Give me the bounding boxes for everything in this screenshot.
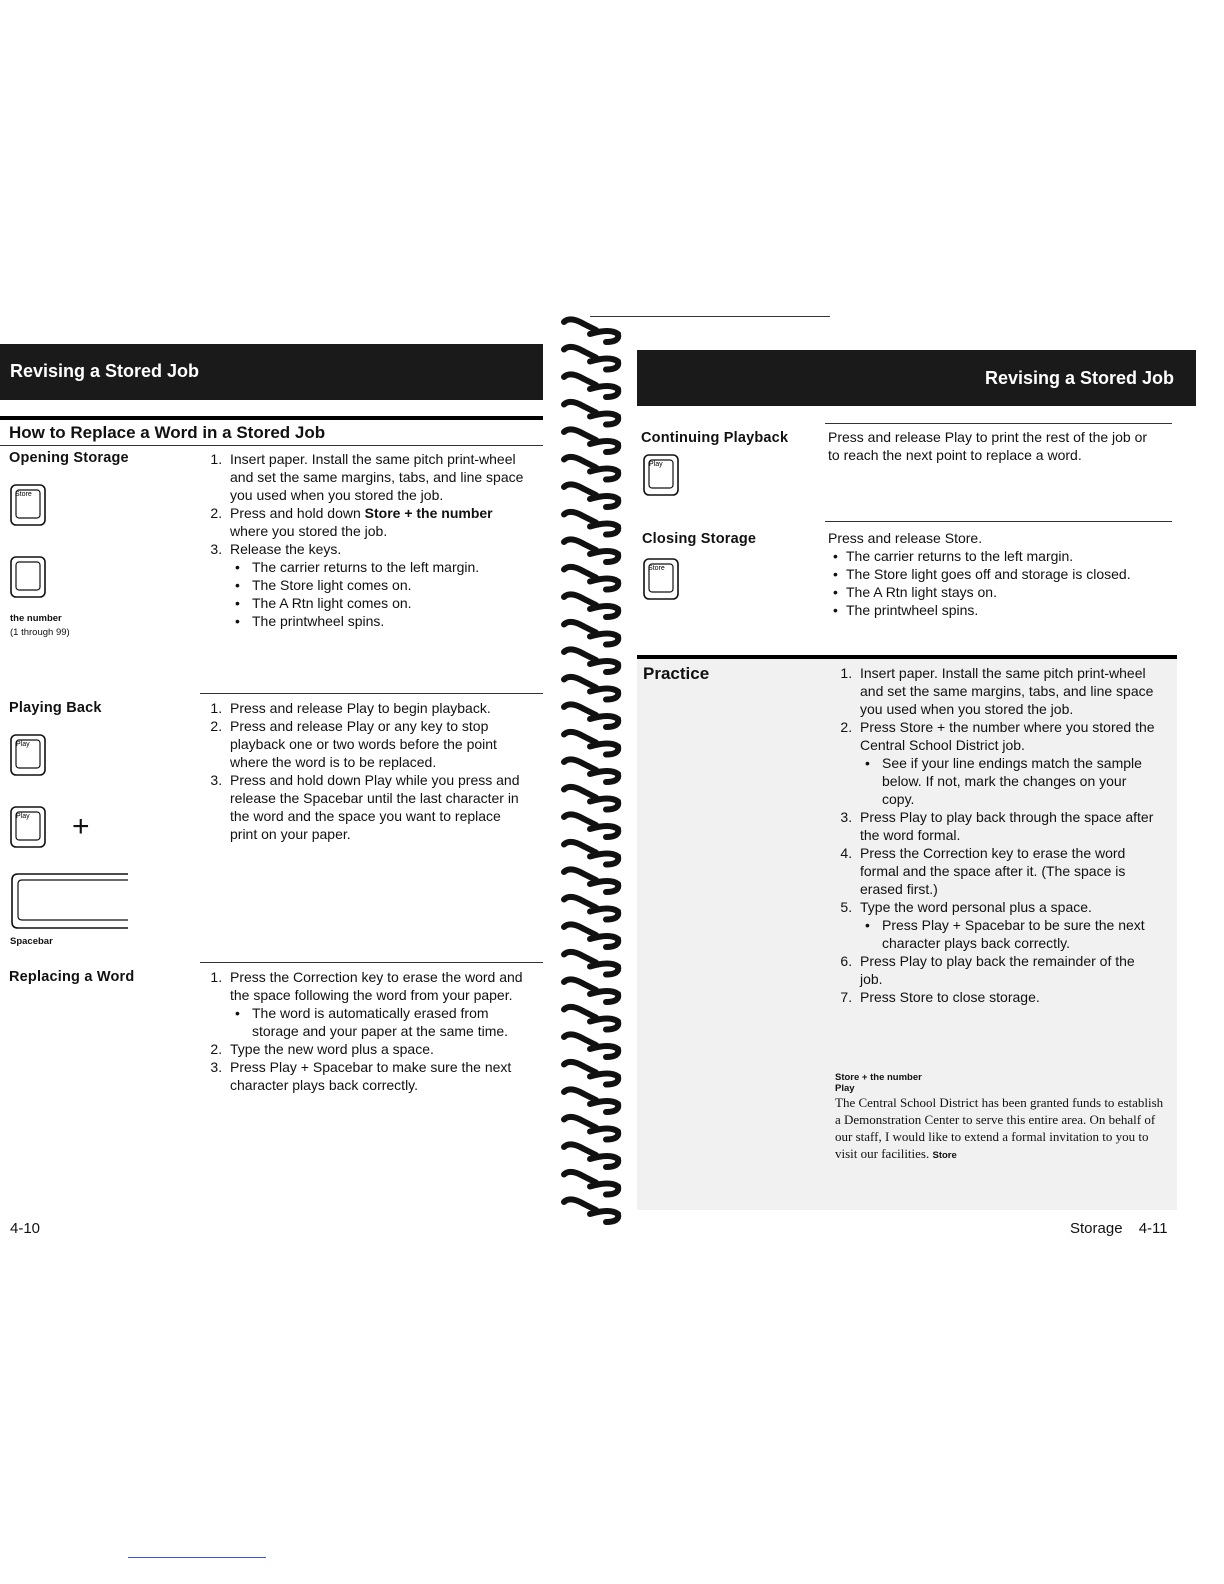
store-key-icon-right [643,558,679,600]
spiral-binding [560,312,630,1242]
closing-bullet: • The Store light goes off and storage is closed. [846,565,1158,583]
closing-intro: Press and release Store. [828,530,983,546]
svg-text:Play: Play [649,461,663,468]
number-key-range: (1 through 99) [10,627,70,638]
practice-heading: Practice [643,664,710,683]
left-page-number: 4-10 [10,1220,41,1237]
practice-sample [835,1072,1165,1164]
number-key-caption: the number [10,613,62,624]
play-key-label: Play [16,741,30,748]
spiral-coil [564,347,618,370]
spiral-coil [564,319,618,342]
opening-bullet: • The printwheel spins. [248,612,530,630]
closing-bullet: • The printwheel spins. [846,601,1158,619]
sample-key-store-number: Store + the number [835,1072,922,1083]
svg-text:Store: Store [648,565,665,572]
spiral-coil [564,732,618,755]
opening-step-3: 3. Release the keys. • The carrier returns to the left margin. • The Store light comes on. • The A Rtn light comes on. • The printwheel spins. [226,540,530,630]
svg-text:Play: Play [16,813,30,820]
spiral-coil [564,1117,618,1140]
practice-bullet: • Press Play + Spacebar to be sure the next character plays back correctly. [878,916,1160,952]
playing-step-2: 2. Press and release Play or any key to stop playback one or two words before the point where the word is to be replaced. [226,717,530,771]
replacing-step-2: 2. Type the new word plus a space. [226,1040,530,1058]
playing-back-heading: Playing Back [9,700,102,716]
right-top-edge-line [590,316,830,317]
practice-step-7: 7. Press Store to close storage. [856,988,1160,1006]
playing-step-3: 3. Press and hold down Play while you press and release the Spacebar until the last character in the word and the space you want to replace print on your paper. [226,771,530,843]
spiral-coil [564,704,618,727]
playing-step-1: 1. Press and release Play to begin playback. [226,699,530,717]
practice-step-3: 3. Press Play to play back through the space after the word formal. [856,808,1160,844]
left-top-rule [0,416,543,420]
play-key-icon-right [643,454,679,496]
spiral-coil [564,1089,618,1112]
replacing-word-steps [200,968,530,1094]
spiral-coil [564,374,618,397]
sample-key-play: Play [835,1083,855,1094]
spiral-coil [564,979,618,1002]
left-banner-title: Revising a Stored Job [10,361,200,381]
right-page-number: 4-11 [1138,1220,1168,1237]
spiral-coil [564,1172,618,1195]
right-banner-title: Revising a Stored Job [984,368,1174,388]
closing-bullet: • The A Rtn light stays on. [846,583,1158,601]
spacebar-caption: Spacebar [10,936,53,947]
store-key-label: Store [15,491,32,498]
practice-step-1: 1. Insert paper. Install the same pitch print-wheel and set the same margins, tabs, and line space you used when you stored the job. [856,664,1160,718]
playing-back-rule [200,693,543,694]
practice-step-2: 2. Press Store + the number where you stored the Central School District job. • See if your line endings match the sample below. If not, mark the changes on your copy. [856,718,1160,808]
opening-bullet: • The carrier returns to the left margin. [248,558,530,576]
number-key-icon [10,556,46,598]
spiral-coil [564,677,618,700]
closing-rule [825,521,1172,522]
continuing-playback-heading: Continuing Playback [641,430,789,446]
left-page-title: How to Replace a Word in a Stored Job [9,423,326,442]
right-banner [637,350,1196,406]
spiral-coil [564,457,618,480]
plus-sign: + [72,810,90,843]
spiral-coil [564,869,618,892]
spiral-coil [564,814,618,837]
footer-label: Storage [1070,1220,1123,1237]
spiral-coil [564,512,618,535]
practice-step-4: 4. Press the Correction key to erase the word formal and the space after it. (The space is erased first.) [856,844,1160,898]
spiral-coil [564,594,618,617]
opening-bullet: • The A Rtn light comes on. [248,594,530,612]
opening-bullet: • The Store light comes on. [248,576,530,594]
playing-back-steps [200,699,530,843]
spiral-coil [564,1144,618,1167]
closing-storage-text [828,529,1158,619]
left-banner [0,344,543,400]
spiral-coil [564,1062,618,1085]
spiral-coil [564,842,618,865]
spiral-coil [564,622,618,645]
spiral-coil [564,1034,618,1057]
spiral-coil [564,1007,618,1030]
spiral-coil [564,952,618,975]
right-footer [1070,1220,1168,1237]
continuing-rule [825,423,1172,424]
spacebar-key-icon [10,872,130,930]
bottom-link-line [128,1557,266,1558]
store-key-icon [10,484,46,526]
sample-letter-text: The Central School District has been granted funds to establish a Demonstration Center to serve this entire area. On behalf of our staff, I would like to extend a formal invitation to you to visit our facilities. Store [835,1095,1164,1161]
replacing-step-1: 1. Press the Correction key to erase the word and the space following the word from your paper. • The word is automatically erased from storage and your paper at the same time. [226,968,530,1040]
practice-steps [830,664,1160,1006]
practice-top-rule [637,655,1177,659]
spiral-coil [564,649,618,672]
spiral-coil [564,539,618,562]
practice-bullet: • See if your line endings match the sample below. If not, mark the changes on your copy. [878,754,1160,808]
replacing-rule [200,962,543,963]
play-key-icon [10,734,46,776]
spiral-coil [564,759,618,782]
opening-storage-steps [200,450,530,630]
play-key-icon-2 [10,806,46,848]
replacing-bullet: • The word is automatically erased from storage and your paper at the same time. [248,1004,530,1040]
replacing-step-3: 3. Press Play + Spacebar to make sure the next character plays back correctly. [226,1058,530,1094]
spiral-coil [564,787,618,810]
title-underline [0,445,543,446]
opening-step-2: 2. Press and hold down Store + the number where you stored the job. [226,504,530,540]
continuing-playback-text: Press and release Play to print the rest of the job or to reach the next point to replace a word. [828,429,1148,463]
opening-storage-heading: Opening Storage [9,450,129,466]
replacing-word-heading: Replacing a Word [9,969,135,985]
spiral-coil [564,402,618,425]
practice-step-6: 6. Press Play to play back the remainder of the job. [856,952,1160,988]
opening-step-1: 1. Insert paper. Install the same pitch print-wheel and set the same margins, tabs, and line space you used when you stored the job. [226,450,530,504]
spiral-coil [564,1199,618,1222]
sample-key-store-end: Store [932,1150,957,1161]
closing-bullet: • The carrier returns to the left margin. [846,547,1158,565]
closing-storage-heading: Closing Storage [642,531,757,547]
spiral-coil [564,429,618,452]
spiral-coil [564,897,618,920]
spiral-coil [564,484,618,507]
practice-step-5: 5. Type the word personal plus a space. • Press Play + Spacebar to be sure the next character plays back correctly. [856,898,1160,952]
spiral-coil [564,567,618,590]
spiral-coil [564,924,618,947]
